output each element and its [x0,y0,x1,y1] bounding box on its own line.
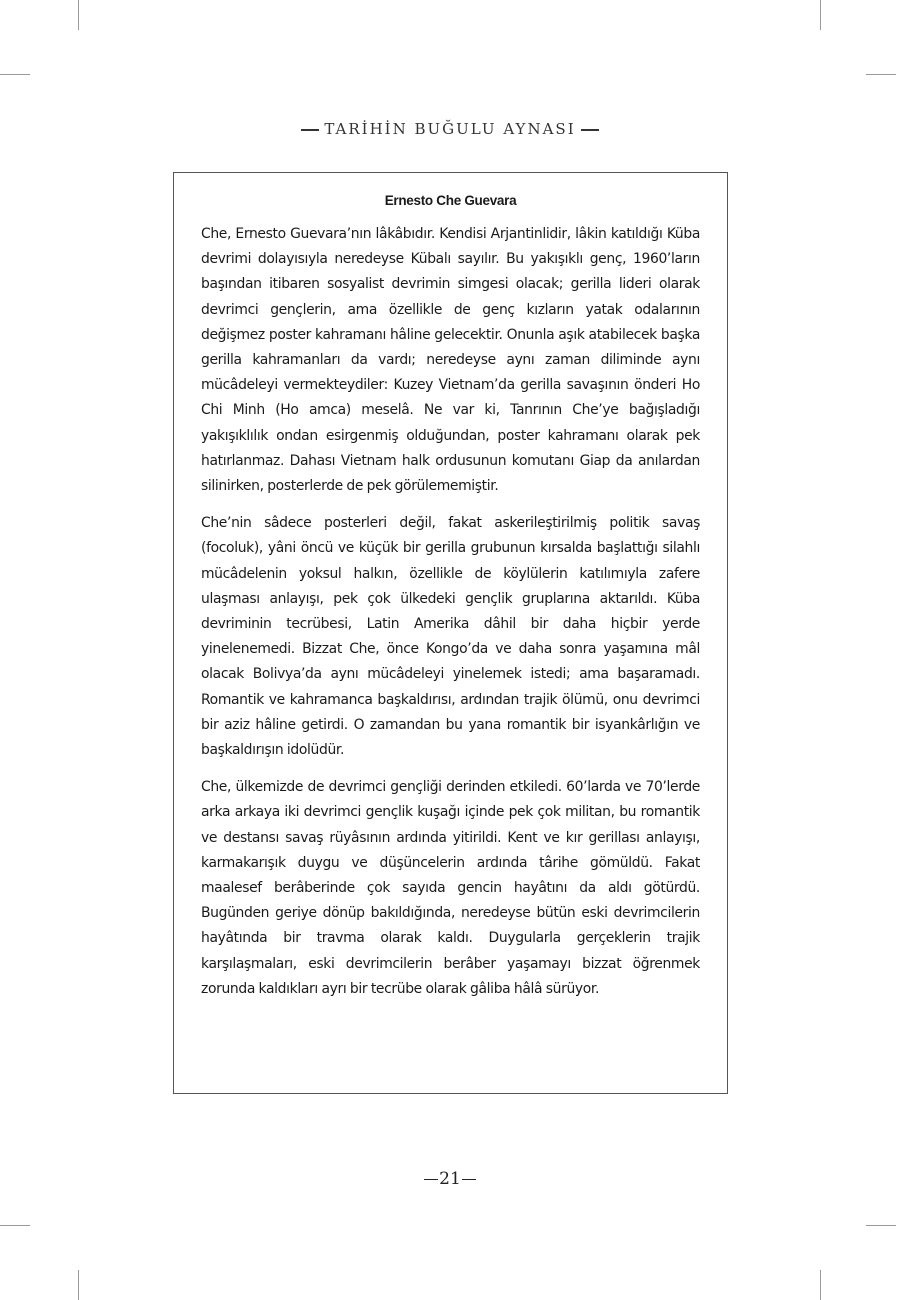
paragraph-2: Che’nin sâdece posterleri değil, fakat askerileştirilmiş politik savaş (focoluk), yâni öncü ve küçük bir gerilla grubunun kırsalda başlattığı silahlı mücâdelenin yoksul halkın, özellikle de köylülerin katılımıyla zafere ulaşması anlayışı, pek çok ülkedeki gençlik gruplarına aktarıldı. Küba devriminin tecrübesi, Latin Amerika dâhil bir daha hiçbir yerde yinelenemedi. Bizzat Che, önce Kongo’da ve daha sonra yaşamına mâl olacak Bolivya’da aynı mücâdeleyi yinelemek istedi; ama başaramadı. Romantik ve kahramanca başkaldırısı, ardından trajik ölümü, onu devrimci bir aziz hâline getirdi. O zamandan bu yana romantik bir isyankârlığın ve başkaldırışın idolüdür. [201,515,700,759]
crop-mark-bottom-right [820,1270,821,1300]
crop-mark-bottom-left [78,1270,79,1300]
crop-mark-right-top [866,74,896,75]
running-header [0,120,900,138]
crop-mark-top-left [78,0,79,30]
header-dash-left [301,129,319,131]
paragraph-3: Che, ülkemizde de devrimci gençliği derinden etkiledi. 60’larda ve 70’lerde arka arkaya iki devrimci gençlik kuşağı içinde pek çok militan, bu romantik ve destansı savaş rüyâsının ardında yitirildi. Kent ve kır gerillası anlayışı, karmakarışık duygu ve düşüncelerin ardında târihe gömüldü. Fakat maalesef berâberinde çok sayıda gencin hayâtını da aldı götürdü. Bugünden geriye dönüp bakıldığında, neredeyse bütün eski devrimcilerin hayâtında bir travma olarak kaldı. Duygularla gerçeklerin trajik karşılaşmaları, eski devrimcilerin berâber yaşamayı bizzat öğrenmek zorunda kaldıkları ayrı bir tecrübe olarak gâliba hâlâ sürüyor. [201,779,700,997]
page-number-dash-right [462,1179,476,1181]
crop-mark-left-top [0,74,30,75]
page-number [0,1169,900,1189]
crop-mark-right-bottom [866,1225,896,1226]
page-number-dash-left [424,1179,438,1181]
crop-mark-left-bottom [0,1225,30,1226]
paragraph-1: Che, Ernesto Guevara’nın lâkâbıdır. Kendisi Arjantinlidir, lâkin katıldığı Küba devrimi dolayısıyla neredeyse Kübalı sayılır. Bu yakışıklı genç, 1960’ların başından itibaren sosyalist devrimin simgesi olacak; gerilla lideri olarak devrimci gençlerin, ama özellikle de genç kızların yatak odalarının değişmez poster kahramanı hâline gelecektir. Onunla aşık atabilecek başka gerilla kahramanları da vardı; neredeyse aynı zaman diliminde aynı mücâdeleyi vermekteydiler: Kuzey Vietnam’da gerilla savaşının önderi Ho Chi Minh (Ho amca) meselâ. Ne var ki, Tanrının Che’ye bağışladığı yakışıklılık ondan esirgenmiş olduğundan, poster kahramanı olarak pek hatırlanmaz. Dahası Vietnam halk ordusunun komutanı Giap da anılardan silinirken, posterlerde de pek görülememiştir. [201,226,700,495]
sidebar-box [173,172,728,1094]
crop-mark-top-right [820,0,821,30]
header-dash-right [581,129,599,131]
box-title: Ernesto Che Guevara [384,193,517,208]
page-number-text: 21 [439,1169,461,1189]
running-header-text: TARİHİN BUĞULU AYNASI [324,120,576,138]
